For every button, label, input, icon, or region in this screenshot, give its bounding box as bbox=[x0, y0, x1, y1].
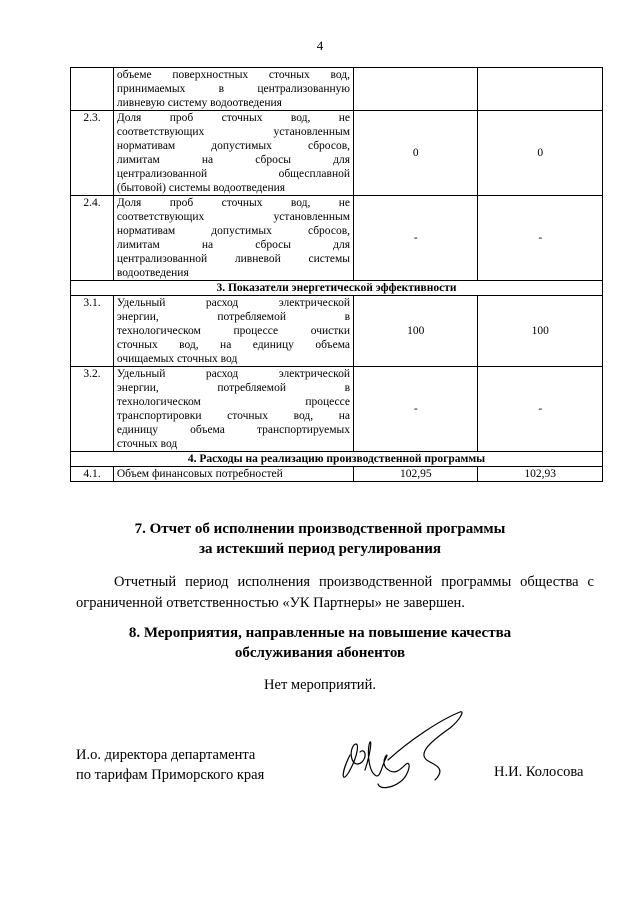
value-cell: 100 bbox=[354, 296, 478, 367]
description-line: централизованной ливневой системы bbox=[116, 253, 351, 265]
row-description bbox=[113, 196, 353, 281]
description-line: лимитам на сбросы для bbox=[116, 154, 351, 166]
description-line: технологическом процессе bbox=[116, 396, 351, 408]
description-line: Удельный расход электрической bbox=[116, 368, 351, 380]
description-line: транспортировки сточных вод, на bbox=[116, 410, 351, 422]
description-line: единицу объема транспортируемых bbox=[116, 424, 351, 436]
table-row bbox=[71, 296, 603, 367]
row-number: 2.3. bbox=[71, 111, 114, 196]
value-cell: - bbox=[354, 196, 478, 281]
description-line: лимитам на сбросы для bbox=[116, 239, 351, 251]
heading-line: обслуживания абонентов bbox=[234, 645, 406, 661]
row-number: 4.1. bbox=[71, 467, 114, 482]
description-line: Объем финансовых потребностей bbox=[116, 468, 283, 480]
description-line: очищаемых сточных вод bbox=[116, 353, 238, 365]
value-cell: - bbox=[478, 196, 603, 281]
page-number: 4 bbox=[316, 38, 324, 53]
value-cell bbox=[478, 68, 603, 111]
value-cell: 100 bbox=[478, 296, 603, 367]
section-row bbox=[71, 281, 603, 296]
section-7-text: Отчетный период исполнения производственной программы общества с ограниченной ответственностью «УК Партнеры» не завершен. bbox=[76, 574, 594, 611]
table-row bbox=[71, 467, 603, 482]
description-line: энергии, потребляемой в bbox=[116, 382, 351, 394]
table-row bbox=[71, 196, 603, 281]
description-line: водоотведения bbox=[116, 267, 189, 279]
row-description bbox=[113, 296, 353, 367]
description-line: (бытовой) системы водоотведения bbox=[116, 182, 286, 194]
indicators-table bbox=[70, 67, 603, 482]
section-heading: 4. Расходы на реализацию производственной программы bbox=[71, 452, 603, 467]
description-line: сточных вод bbox=[116, 438, 178, 450]
row-description bbox=[113, 68, 353, 111]
description-line: технологическом процессе очистки bbox=[116, 325, 351, 337]
value-cell: 0 bbox=[354, 111, 478, 196]
value-cell: 102,93 bbox=[478, 467, 603, 482]
heading-line: 8. Мероприятия, направленные на повышение качества bbox=[128, 625, 512, 641]
description-line: принимаемых в централизованную bbox=[116, 83, 351, 95]
row-number: 2.4. bbox=[71, 196, 114, 281]
title-line: по тарифам Приморского края bbox=[76, 767, 265, 783]
value-cell: - bbox=[478, 367, 603, 452]
description-line: Доля проб сточных вод, не bbox=[116, 112, 351, 124]
description-line: объеме поверхностных сточных вод, bbox=[116, 69, 351, 81]
row-number: 3.1. bbox=[71, 296, 114, 367]
section-8-heading bbox=[0, 623, 640, 663]
handwritten-signature bbox=[320, 700, 470, 800]
signatory-name: Н.И. Колосова bbox=[494, 764, 584, 780]
value-cell: - bbox=[354, 367, 478, 452]
row-description bbox=[113, 467, 353, 482]
description-line: Доля проб сточных вод, не bbox=[116, 197, 351, 209]
description-line: энергии, потребляемой в bbox=[116, 311, 351, 323]
description-line: сточных вод, на единицу объема bbox=[116, 339, 351, 351]
description-line: централизованной общесплавной bbox=[116, 168, 351, 180]
section-7-heading bbox=[0, 519, 640, 559]
description-line: нормативам допустимых сбросов, bbox=[116, 225, 351, 237]
section-8-text: Нет мероприятий. bbox=[264, 677, 376, 693]
description-line: ливневую систему водоотведения bbox=[116, 97, 282, 109]
value-cell: 102,95 bbox=[354, 467, 478, 482]
value-cell: 0 bbox=[478, 111, 603, 196]
title-line: И.о. директора департамента bbox=[76, 747, 256, 763]
description-line: соответствующих установленным bbox=[116, 211, 351, 223]
section-heading: 3. Показатели энергетической эффективности bbox=[71, 281, 603, 296]
signatory-title bbox=[76, 745, 264, 785]
description-line: соответствующих установленным bbox=[116, 126, 351, 138]
table-row bbox=[71, 68, 603, 111]
row-number: 3.2. bbox=[71, 367, 114, 452]
heading-line: за истекший период регулирования bbox=[198, 541, 442, 557]
heading-line: 7. Отчет об исполнении производственной программы bbox=[134, 521, 506, 537]
value-cell bbox=[354, 68, 478, 111]
row-number bbox=[71, 68, 114, 111]
table-row bbox=[71, 367, 603, 452]
description-line: Удельный расход электрической bbox=[116, 297, 351, 309]
section-row bbox=[71, 452, 603, 467]
description-line: нормативам допустимых сбросов, bbox=[116, 140, 351, 152]
row-description bbox=[113, 367, 353, 452]
table-row bbox=[71, 111, 603, 196]
row-description bbox=[113, 111, 353, 196]
